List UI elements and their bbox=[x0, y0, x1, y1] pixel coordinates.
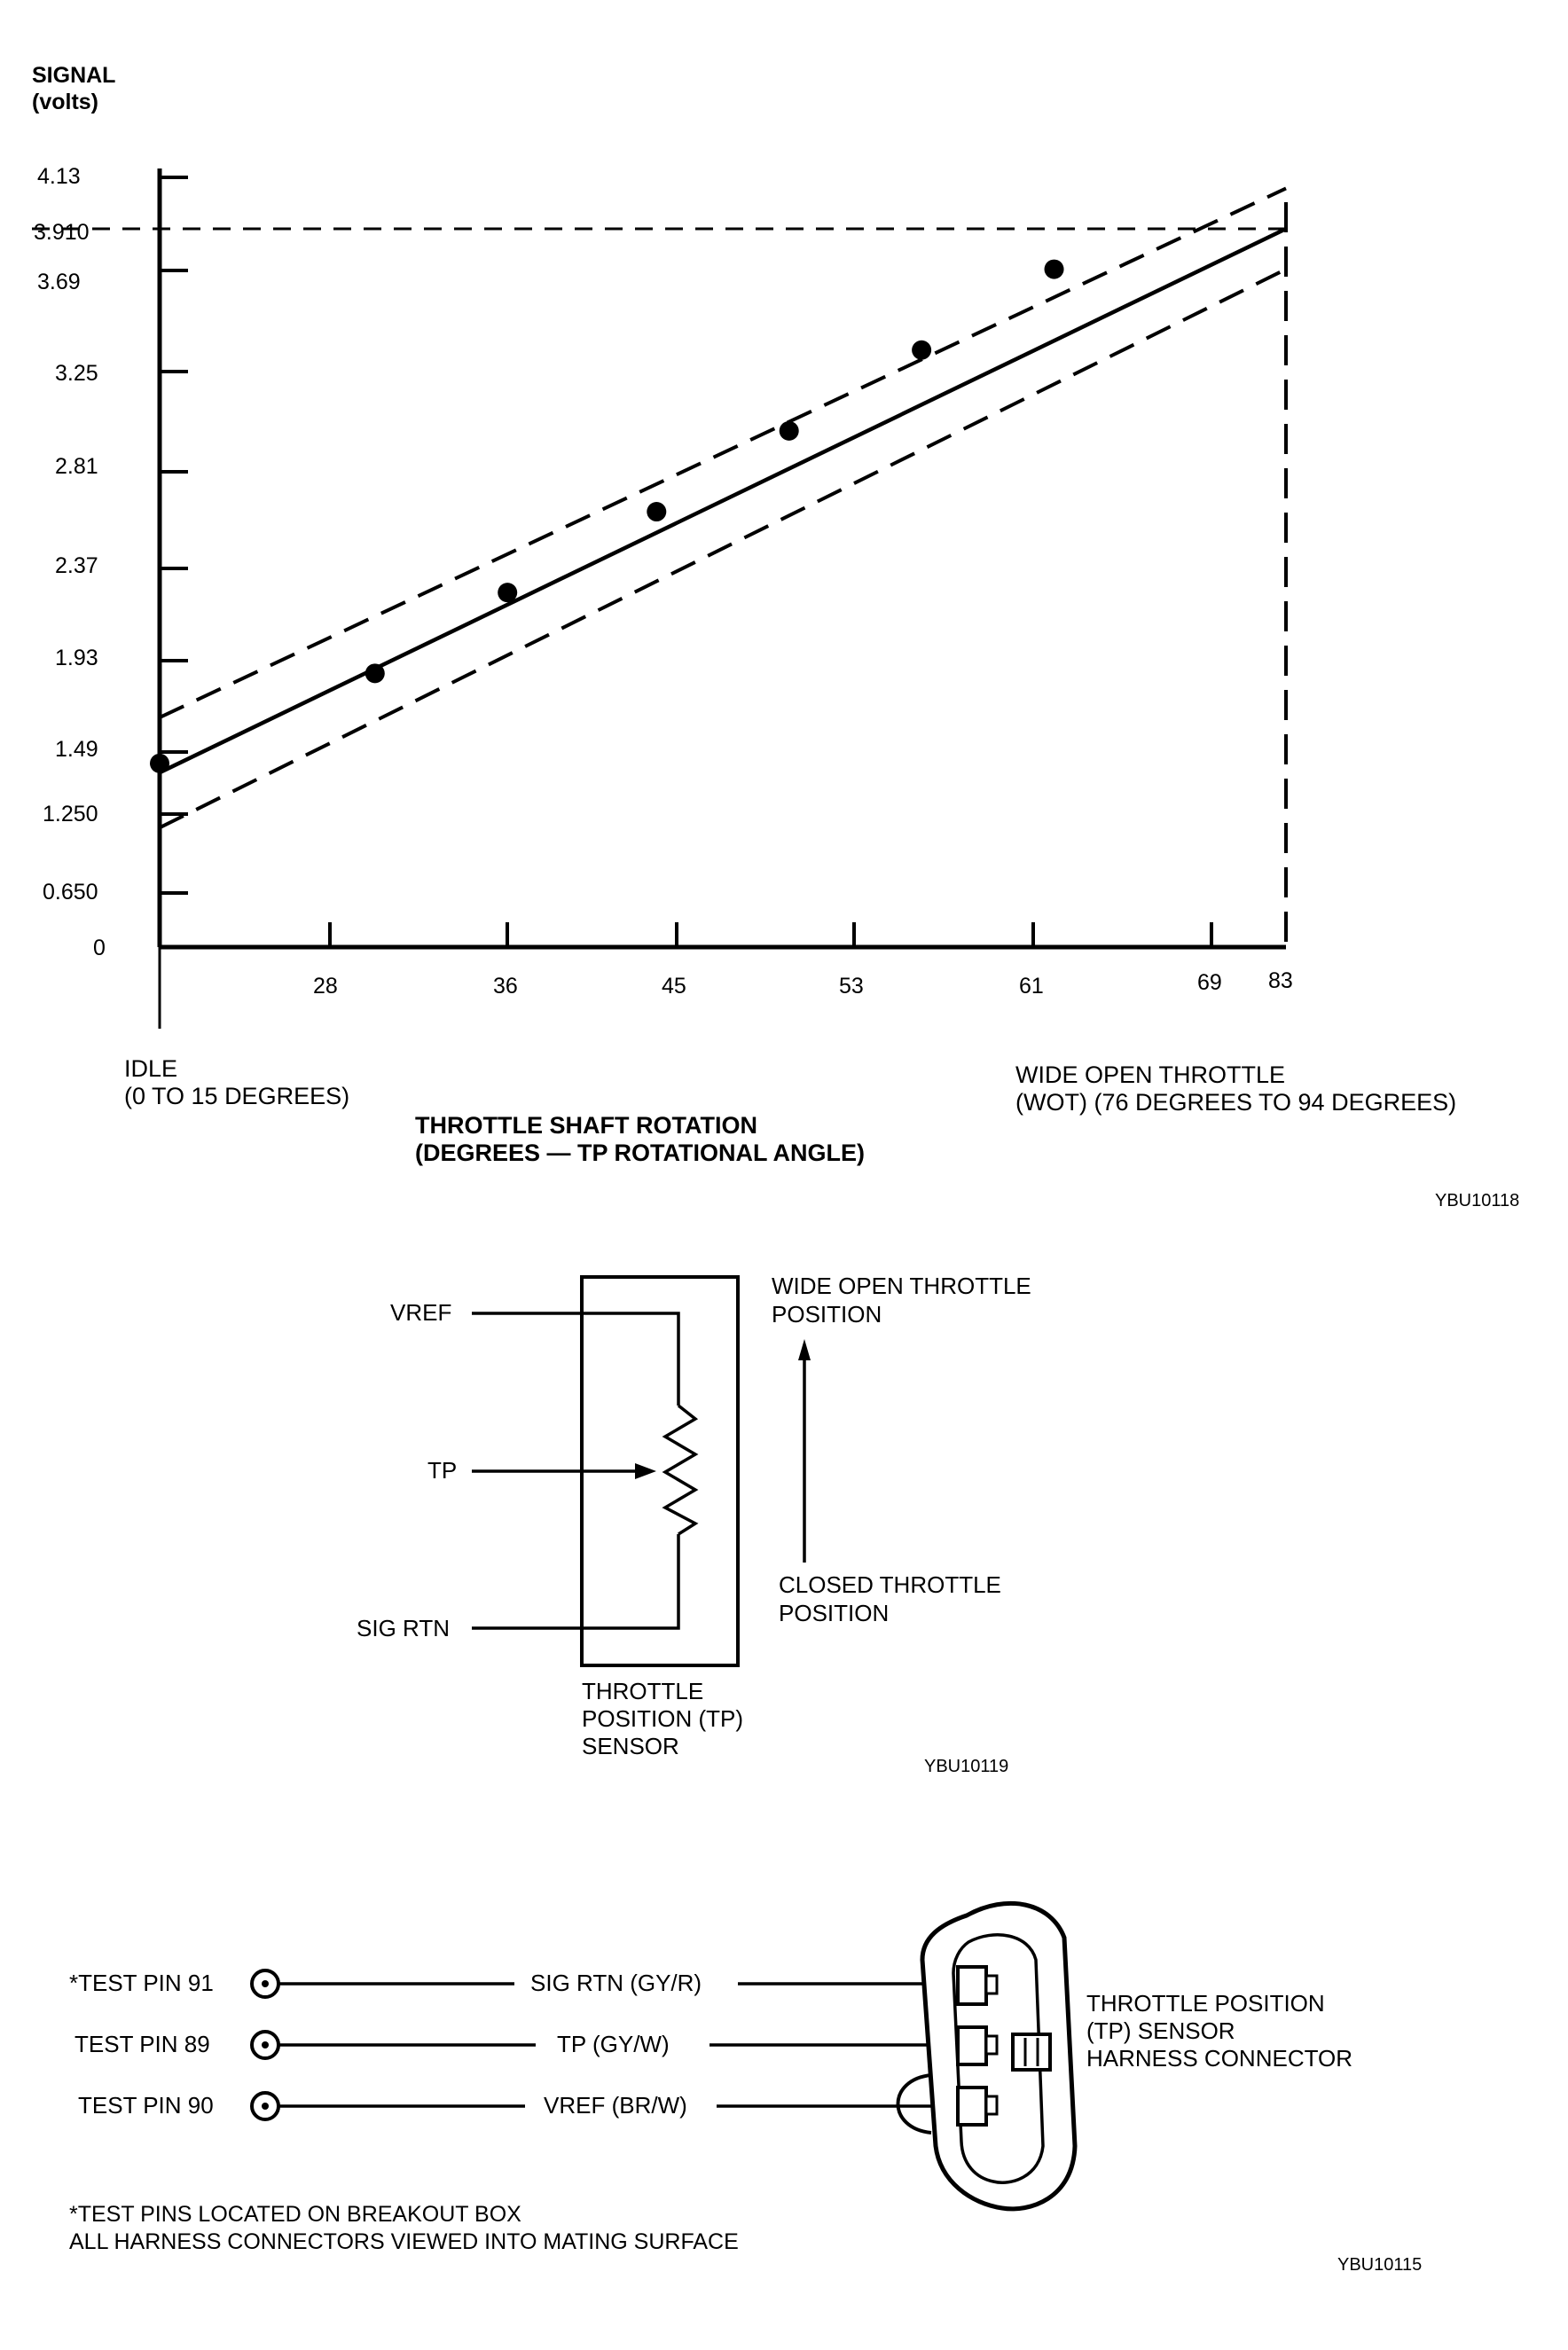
y-tick-label: 0.650 bbox=[43, 880, 98, 905]
data-point bbox=[365, 663, 385, 683]
idle-label-line2: (0 TO 15 DEGREES) bbox=[124, 1083, 350, 1109]
data-point bbox=[780, 421, 799, 441]
upper-tolerance-line bbox=[160, 188, 1286, 717]
data-point bbox=[150, 754, 169, 773]
connector-label-line1: THROTTLE POSITION bbox=[1086, 1990, 1325, 2017]
vref-wire bbox=[472, 1313, 678, 1406]
x-tick-label: 36 bbox=[493, 974, 518, 999]
tp-sensor-schematic bbox=[357, 1273, 1031, 1776]
y-tick-label: 3.69 bbox=[37, 270, 81, 294]
y-tick-label: 0 bbox=[93, 936, 106, 960]
x-tick-label: 69 bbox=[1197, 970, 1222, 995]
y-tick-label: 1.49 bbox=[55, 737, 98, 762]
y-axis-label-line2: (volts) bbox=[32, 90, 98, 114]
sig-rtn-label: SIG RTN bbox=[357, 1615, 450, 1641]
test-pin-dot bbox=[262, 2103, 269, 2110]
y-tick-label: 3.25 bbox=[55, 361, 98, 386]
data-point bbox=[912, 341, 931, 360]
schematic-figure-id: YBU10119 bbox=[924, 1757, 1009, 1776]
y-tick-marks bbox=[160, 177, 188, 893]
connector-label-line2: (TP) SENSOR bbox=[1086, 2017, 1235, 2044]
y-tick-label: 1.93 bbox=[55, 646, 98, 670]
vref-label: VREF bbox=[390, 1299, 452, 1326]
chart-figure-id: YBU10118 bbox=[1435, 1191, 1520, 1210]
nominal-signal-line bbox=[160, 229, 1286, 772]
pin-label: TEST PIN 89 bbox=[74, 2031, 210, 2057]
connector-label-line3: HARNESS CONNECTOR bbox=[1086, 2045, 1353, 2072]
sensor-label-line2: POSITION (TP) bbox=[582, 1705, 743, 1732]
wire-label: VREF (BR/W) bbox=[544, 2092, 687, 2119]
closed-position-line1: CLOSED THROTTLE bbox=[779, 1571, 1001, 1598]
chart-points bbox=[150, 260, 1064, 773]
wot-label-line2: (WOT) (76 DEGREES TO 94 DEGREES) bbox=[1015, 1089, 1457, 1116]
connector-latch-tab bbox=[898, 2075, 932, 2133]
y-tick-label: 3.910 bbox=[34, 220, 90, 245]
wiper-arrowhead bbox=[635, 1463, 656, 1479]
tp-harness-connector-diagram bbox=[69, 1903, 1422, 2275]
closed-position-line2: POSITION bbox=[779, 1600, 890, 1626]
data-point bbox=[1045, 260, 1064, 279]
sig-rtn-wire bbox=[472, 1534, 678, 1628]
connector-terminal-tab bbox=[986, 1976, 997, 1994]
connector-note-line2: ALL HARNESS CONNECTORS VIEWED INTO MATING SURFACE bbox=[69, 2229, 739, 2254]
connector-figure-id: YBU10115 bbox=[1337, 2255, 1423, 2275]
harness-connector-icon bbox=[898, 1903, 1076, 2209]
pin-row bbox=[69, 1970, 958, 1997]
wot-position-line2: POSITION bbox=[772, 1301, 882, 1328]
x-axis-title-line2: (DEGREES — TP ROTATIONAL ANGLE) bbox=[415, 1140, 866, 1166]
wire-label: SIG RTN (GY/R) bbox=[530, 1970, 702, 1996]
y-tick-label: 2.81 bbox=[55, 454, 98, 479]
x-tick-label: 28 bbox=[313, 974, 338, 999]
pin-label: *TEST PIN 91 bbox=[69, 1970, 214, 1996]
wire-label: TP (GY/W) bbox=[557, 2031, 670, 2057]
sensor-label-line1: THROTTLE bbox=[582, 1678, 704, 1704]
lower-tolerance-line bbox=[160, 270, 1286, 828]
connector-outer-shell bbox=[922, 1903, 1075, 2209]
x-tick-label: 53 bbox=[839, 974, 864, 999]
data-point bbox=[647, 502, 666, 521]
x-tick-label: 61 bbox=[1019, 974, 1044, 999]
y-tick-label: 2.37 bbox=[55, 553, 98, 578]
connector-note-line1: *TEST PINS LOCATED ON BREAKOUT BOX bbox=[69, 2202, 521, 2227]
direction-arrowhead bbox=[798, 1339, 811, 1360]
connector-terminal bbox=[958, 1967, 986, 2004]
y-tick-label: 4.13 bbox=[37, 164, 81, 189]
tp-label: TP bbox=[427, 1457, 458, 1484]
y-tick-labels bbox=[34, 164, 106, 960]
connector-terminal-tab bbox=[986, 2096, 997, 2114]
test-pin-dot bbox=[262, 1980, 269, 1987]
data-point bbox=[498, 583, 517, 602]
pin-row bbox=[78, 2092, 958, 2119]
x-axis-title-line1: THROTTLE SHAFT ROTATION bbox=[415, 1112, 757, 1139]
connector-terminal bbox=[958, 2027, 986, 2064]
chart-lines bbox=[160, 188, 1286, 827]
y-tick-label: 1.250 bbox=[43, 802, 98, 826]
x-tick-label: 45 bbox=[662, 974, 686, 999]
connector-lock-block bbox=[1013, 2034, 1050, 2070]
tp-voltage-chart bbox=[32, 63, 1519, 1210]
wot-label-line1: WIDE OPEN THROTTLE bbox=[1015, 1061, 1286, 1088]
idle-label-line1: IDLE bbox=[124, 1055, 178, 1082]
y-axis-label-line1: SIGNAL bbox=[32, 63, 116, 88]
resistor-symbol bbox=[665, 1406, 695, 1534]
wot-position-line1: WIDE OPEN THROTTLE bbox=[772, 1273, 1031, 1299]
x-tick-label: 83 bbox=[1268, 968, 1293, 993]
test-pin-dot bbox=[262, 2041, 269, 2048]
connector-terminal-tab bbox=[986, 2036, 997, 2054]
x-tick-marks bbox=[330, 922, 1211, 947]
sensor-label-line3: SENSOR bbox=[582, 1733, 679, 1759]
x-tick-labels bbox=[313, 968, 1293, 999]
pin-row bbox=[74, 2031, 958, 2058]
pin-label: TEST PIN 90 bbox=[78, 2092, 214, 2119]
connector-terminal bbox=[958, 2088, 986, 2125]
